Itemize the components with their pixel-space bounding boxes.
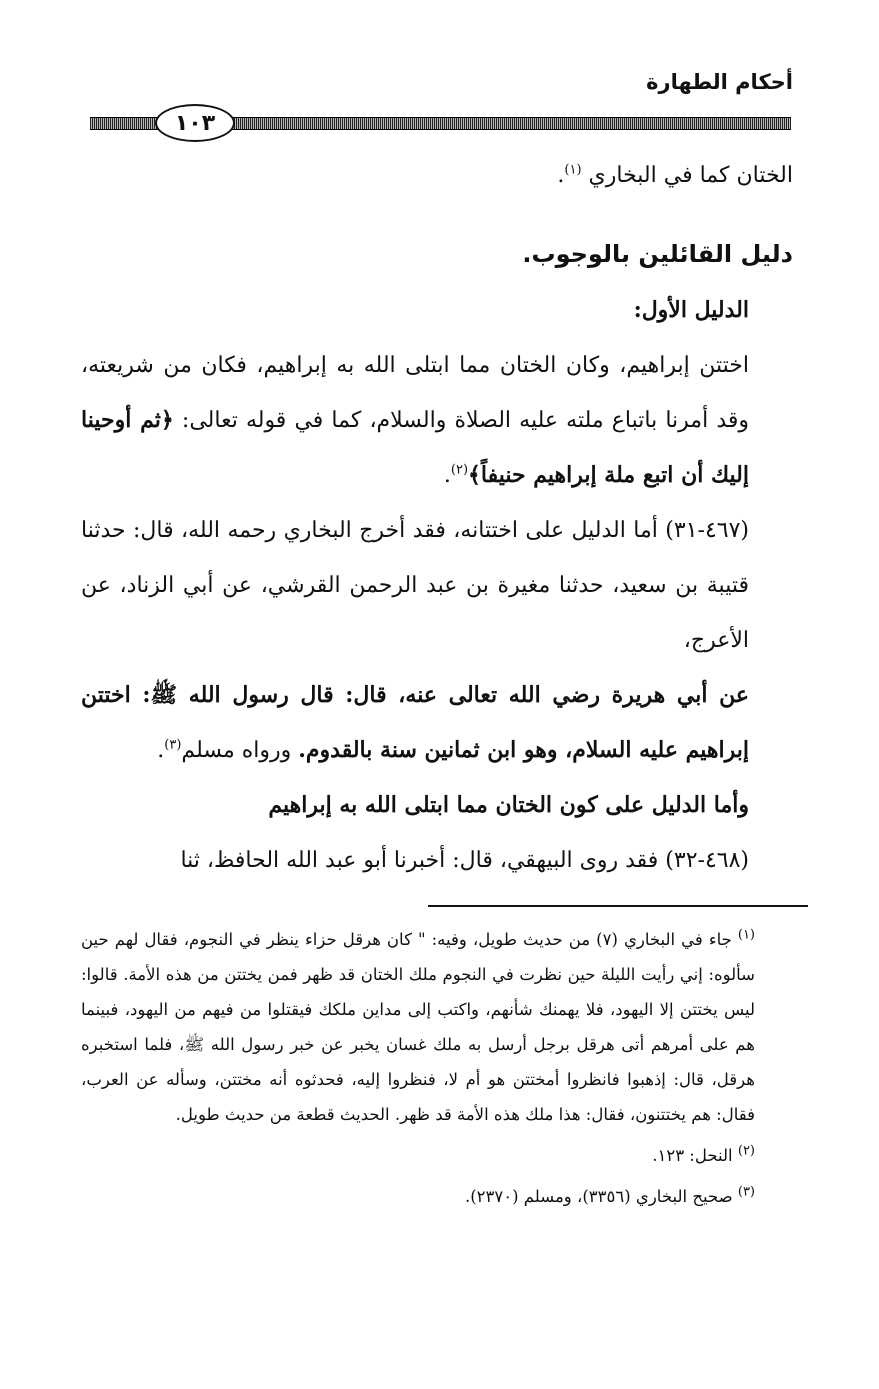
- paragraph-4: [81, 833, 793, 888]
- footnotes: [81, 922, 793, 1220]
- hadith-end: .: [157, 738, 165, 763]
- hadith-tail: ورواه مسلم: [181, 738, 292, 763]
- first-proof-row: [81, 283, 793, 338]
- section-heading-row: [81, 227, 793, 283]
- hadith-text: عن أبي هريرة رضي الله تعالى عنه، قال: قال رسول الله ﷺ: اختتن إبراهيم عليه السلام، وهو ابن ثمانين سنة بالقدوم.: [81, 682, 749, 763]
- paragraph-2-end: .: [443, 463, 451, 488]
- paragraph-4-text: (٤٦٨-٣٢) فقد روى البيهقي، قال: أخبرنا أبو عبد الله الحافظ، ثنا: [180, 848, 749, 873]
- footnote-ref-3: (٣): [164, 737, 182, 753]
- main-text: [81, 148, 793, 888]
- footnote-2-text: النحل: ١٢٣.: [652, 1146, 733, 1165]
- running-title: أحكام الطهارة: [646, 70, 793, 94]
- footnote-3-marker: (٣): [737, 1184, 755, 1200]
- section-heading: دليل القائلين بالوجوب.: [522, 240, 793, 268]
- footnote-3: [81, 1179, 793, 1214]
- paragraph-1: [81, 148, 793, 203]
- footnote-1: [81, 922, 793, 1132]
- footnote-1-text: جاء في البخاري (٧) من حديث طويل، وفيه: " كان هرقل حزاء ينظر في النجوم، فقال لهم حين سألوه: إني رأيت الليلة حين نظرت في النجوم ملك الختان قد ظهر فمن يختتن من هذه الأمة. قالوا: ليس يختتن إلا اليهود، فلا يهمنك شأنهم، واكتب إلى مداين ملكك فيقتلوا من فيهم من اليهود، فبينما هم على أمرهم أتى هرقل برجل أرسل به ملك غسان يخبر عن خبر رسول الله ﷺ، فلما استخبره هرقل، قال: إذهبوا فانظروا أمختتن هو أم لا، فنظروا إليه، فحدثوه أنه مختتن، وسأله عن العرب، فقال: هم يختتنون، فقال: هذا ملك هذه الأمة قد ظهر. الحديث قطعة من حديث طويل.: [81, 930, 755, 1124]
- hadith-paragraph: [81, 668, 793, 778]
- paragraph-3: [81, 503, 793, 668]
- paragraph-2-text: اختتن إبراهيم، وكان الختان مما ابتلى الله به إبراهيم، فكان من شريعته، وقد أمرنا باتباع ملته عليه الصلاة والسلام، كما في قوله تعالى:: [81, 353, 750, 433]
- second-heading: وأما الدليل على كون الختان مما ابتلى الله به إبراهيم: [268, 792, 749, 818]
- footnote-2: [81, 1138, 793, 1173]
- footnote-2-marker: (٢): [737, 1143, 755, 1159]
- footnote-separator: [428, 905, 808, 907]
- footnote-ref-2: (٢): [450, 462, 469, 478]
- footnote-3-text: صحيح البخاري (٣٣٥٦)، ومسلم (٢٣٧٠).: [464, 1187, 733, 1206]
- paragraph-2: [81, 338, 793, 503]
- paragraph-3-text: (٤٦٧-٣١) أما الدليل على اختتانه، فقد أخرج البخاري رحمه الله، قال: حدثنا قتيبة بن سعيد، حدثنا مغيرة بن عبد الرحمن القرشي، عن أبي الزناد، عن الأعرج،: [81, 518, 749, 653]
- page-number: ١٠٣: [155, 104, 235, 142]
- footnote-ref-1: (١): [564, 162, 582, 178]
- paragraph-1-text: الختان كما في البخاري: [588, 163, 793, 188]
- quran-verse: ﴿ثم أوحينا إليك أن اتبع ملة إبراهيم حنيفاً﴾: [81, 407, 749, 488]
- footnote-1-marker: (١): [737, 927, 755, 943]
- first-proof-title: الدليل الأول:: [633, 297, 749, 323]
- paragraph-1-end: .: [557, 163, 565, 188]
- second-heading-row: [81, 778, 793, 833]
